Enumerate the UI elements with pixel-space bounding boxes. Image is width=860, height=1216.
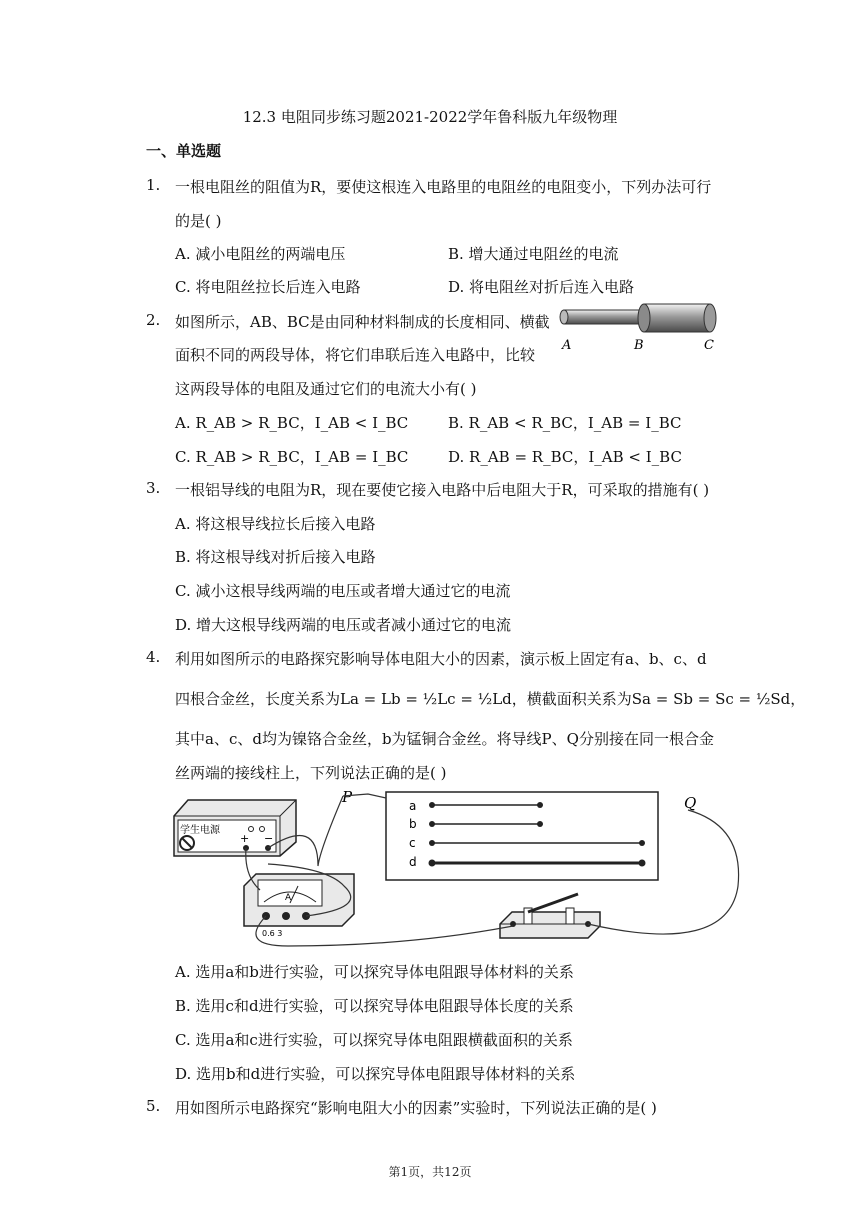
fig-label-a: A: [562, 338, 572, 353]
question-1-option-c: C. 将电阻丝拉长后连入电路: [175, 278, 361, 296]
question-3-option-a: A. 将这根导线拉长后接入电路: [175, 515, 376, 533]
question-3-option-c: C. 减小这根导线两端的电压或者增大通过它的电流: [175, 582, 511, 600]
fig-label-c: C: [704, 338, 714, 353]
ammeter-label: A: [285, 893, 292, 903]
question-4-option-c: C. 选用a和c进行实验，可以探究导体电阻跟横截面积的关系: [175, 1031, 573, 1049]
ammeter-scale: 0.6 3: [262, 929, 283, 938]
question-2-text-line1: 如图所示，AB、BC是由同种材料制成的长度相同、横截: [175, 313, 550, 331]
question-1-option-d: D. 将电阻丝对折后连入电路: [448, 278, 635, 296]
question-3-option-b: B. 将这根导线对折后接入电路: [175, 548, 376, 566]
question-3-number: 3.: [146, 479, 161, 497]
question-2-option-d: D. R_AB = R_BC，I_AB < I_BC: [448, 448, 682, 466]
demo-board: [386, 792, 658, 880]
wire-label-b: b: [409, 817, 417, 831]
svg-text:+: +: [240, 832, 250, 845]
question-2-number: 2.: [146, 311, 161, 329]
section-heading: 一、单选题: [146, 142, 222, 160]
question-1-option-a: A. 减小电阻丝的两端电压: [175, 245, 346, 263]
question-2-option-c: C. R_AB > R_BC，I_AB = I_BC: [175, 448, 409, 466]
question-3-option-d: D. 增大这根导线两端的电压或者减小通过它的电流: [175, 616, 512, 634]
document-title: 12.3 电阻同步练习题2021-2022学年鲁科版九年级物理: [242, 108, 618, 126]
question-5-number: 5.: [146, 1097, 161, 1115]
question-1-text-line2: 的是( ): [175, 212, 222, 230]
fig-label-b: B: [634, 338, 644, 353]
wire-label-c: c: [409, 836, 416, 850]
question-2-option-b: B. R_AB < R_BC，I_AB = I_BC: [448, 414, 682, 432]
power-label: 学生电源: [180, 825, 220, 836]
page-footer: 第1页，共12页: [388, 1165, 472, 1179]
question-4-option-a: A. 选用a和b进行实验，可以探究导体电阻跟导体材料的关系: [175, 963, 574, 981]
question-4-text-line3: 其中a、c、d均为镍铬合金丝，b为锰铜合金丝。将导线P、Q分别接在同一根合金: [175, 730, 714, 748]
question-2-text-line2: 面积不同的两段导体，将它们串联后连入电路中，比较: [175, 346, 536, 364]
question-1-number: 1.: [146, 176, 161, 194]
switch: [500, 894, 600, 938]
power-supply: [174, 800, 296, 856]
lead-label-p: P: [342, 788, 353, 806]
question-4-text-line1: 利用如图所示的电路探究影响导体电阻大小的因素，演示板上固定有a、b、c、d: [175, 650, 707, 668]
question-1-text-line1: 一根电阻丝的阻值为R，要使这根连入电路里的电阻丝的电阻变小，下列办法可行: [175, 178, 712, 196]
question-1-option-b: B. 增大通过电阻丝的电流: [448, 245, 619, 263]
question-4-option-b: B. 选用c和d进行实验，可以探究导体电阻跟导体长度的关系: [175, 997, 574, 1015]
question-4-text-line2: 四根合金丝，长度关系为La = Lb = ½Lc = ½Ld，横截面积关系为Sa = Sb = Sc = ½Sd，: [175, 690, 806, 708]
question-3-text-line1: 一根铝导线的电阻为R，现在要使它接入电路中后电阻大于R，可采取的措施有( ): [175, 481, 710, 499]
ammeter: [244, 874, 354, 938]
question-2-option-a: A. R_AB > R_BC，I_AB < I_BC: [175, 414, 409, 432]
conductor-figure: [556, 300, 720, 358]
question-5-text-line1: 用如图所示电路探究“影响电阻大小的因素”实验时，下列说法正确的是( ): [175, 1099, 657, 1117]
wire-label-a: a: [409, 799, 417, 813]
lead-label-q: Q: [684, 794, 697, 812]
question-4-text-line4: 丝两端的接线柱上，下列说法正确的是( ): [175, 764, 447, 782]
svg-text:−: −: [264, 832, 274, 845]
circuit-figure: [168, 786, 748, 952]
question-4-option-d: D. 选用b和d进行实验，可以探究导体电阻跟导体材料的关系: [175, 1065, 576, 1083]
wire-label-d: d: [409, 855, 417, 869]
question-2-text-line3: 这两段导体的电阻及通过它们的电流大小有( ): [175, 380, 477, 398]
question-4-number: 4.: [146, 648, 161, 666]
